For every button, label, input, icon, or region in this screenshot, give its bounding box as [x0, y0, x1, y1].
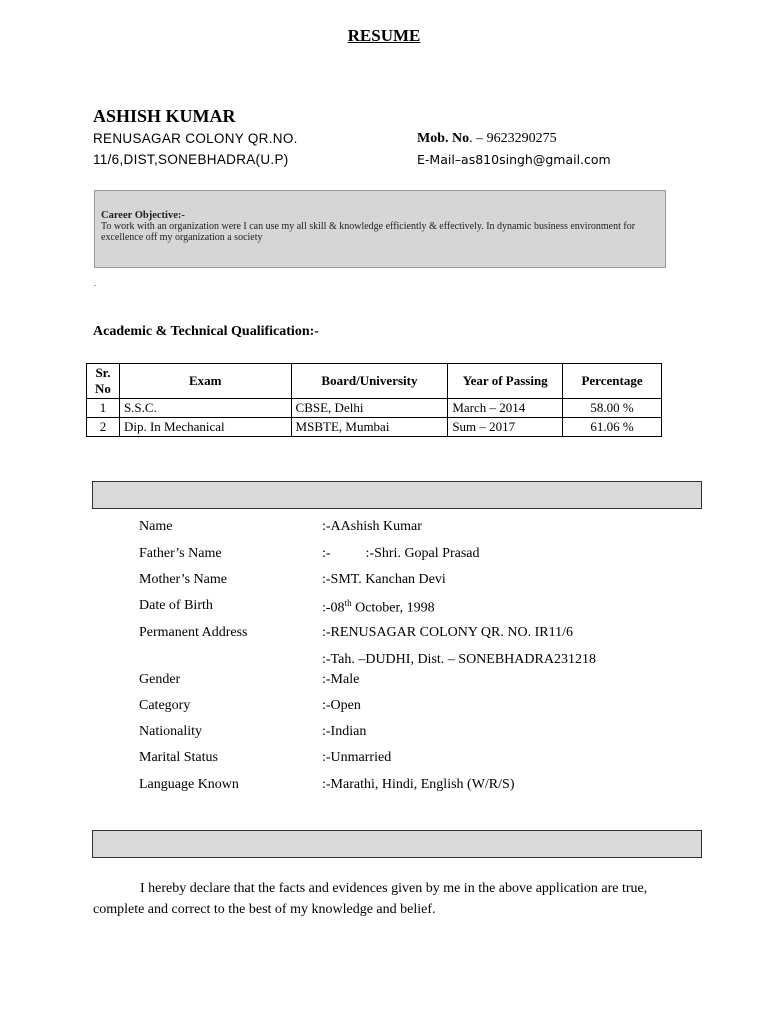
mother-name-label: Mother’s Name	[139, 572, 227, 587]
address-line-1: RENUSAGAR COLONY QR.NO.	[93, 131, 298, 146]
header-sr-no: Sr. No	[87, 364, 120, 399]
personal-details-bar	[92, 481, 702, 509]
marital-status-value: :-Unmarried	[322, 750, 392, 765]
gender-value: :-Male	[322, 672, 360, 687]
header-board: Board/University	[291, 364, 448, 399]
cell-exam: S.S.C.	[119, 399, 291, 418]
qualification-table	[86, 363, 662, 437]
declaration-text: I hereby declare that the facts and evidences given by me in the above application are true, complete and correct to the best of my knowledge and belief.	[93, 881, 648, 917]
mobile-label: Mob. No	[417, 131, 470, 146]
nationality-label: Nationality	[139, 724, 202, 739]
dob-label: Date of Birth	[139, 598, 213, 613]
cell-sr: 2	[87, 418, 120, 437]
mobile-number	[417, 131, 557, 147]
career-objective-title: Career Objective:-	[101, 210, 185, 221]
dob-suffix: October, 1998	[351, 600, 435, 616]
career-objective-text: To work with an organization were I can use my all skill & knowledge efficiently & effectively. In dynamic business environment for excellence off my organization a society	[101, 221, 636, 243]
language-value: :-Marathi, Hindi, English (W/R/S)	[322, 777, 515, 792]
cell-exam: Dip. In Mechanical	[119, 418, 291, 437]
permanent-address-label: Permanent Address	[139, 625, 248, 640]
cell-board: MSBTE, Mumbai	[291, 418, 448, 437]
header-percentage: Percentage	[563, 364, 662, 399]
candidate-name: ASHISH KUMAR	[93, 106, 236, 126]
header-exam: Exam	[119, 364, 291, 399]
permanent-address-line-1: :-RENUSAGAR COLONY QR. NO. IR11/6	[322, 625, 573, 640]
cell-year: March – 2014	[448, 399, 563, 418]
gender-label: Gender	[139, 672, 181, 687]
father-name-value: :- :-Shri. Gopal Prasad	[322, 546, 480, 561]
table-row	[87, 418, 662, 437]
cell-percentage: 61.06 %	[563, 418, 662, 437]
career-objective-box	[94, 190, 666, 268]
header-year: Year of Passing	[448, 364, 563, 399]
table-header-row	[87, 364, 662, 399]
email-address: E-Mail–as810singh@gmail.com	[417, 152, 611, 167]
cell-percentage: 58.00 %	[563, 399, 662, 418]
language-label: Language Known	[139, 777, 239, 792]
dob-superscript: th	[344, 598, 352, 608]
marital-status-label: Marital Status	[139, 750, 218, 765]
category-label: Category	[139, 698, 191, 713]
declaration-bar	[92, 830, 702, 858]
address-line-2: 11/6,DIST,SONEBHADRA(U.P)	[93, 152, 289, 167]
name-value: :-AAshish Kumar	[322, 519, 422, 534]
cell-board: CBSE, Delhi	[291, 399, 448, 418]
permanent-address-line-2: :-Tah. –DUDHI, Dist. – SONEBHADRA231218	[322, 652, 596, 667]
stray-dot: .	[94, 279, 96, 288]
resume-title: RESUME	[347, 26, 421, 45]
name-label: Name	[139, 519, 173, 534]
category-value: :-Open	[322, 698, 361, 713]
table-row	[87, 399, 662, 418]
cell-year: Sum – 2017	[448, 418, 563, 437]
cell-sr: 1	[87, 399, 120, 418]
mother-name-value: :-SMT. Kanchan Devi	[322, 572, 446, 587]
nationality-value: :-Indian	[322, 724, 367, 739]
father-name-label: Father’s Name	[139, 546, 222, 561]
mobile-value: . – 9623290275	[469, 131, 557, 146]
dob-prefix: :-08	[322, 600, 345, 616]
dob-value	[322, 598, 435, 617]
qualification-heading: Academic & Technical Qualification:-	[93, 324, 319, 339]
